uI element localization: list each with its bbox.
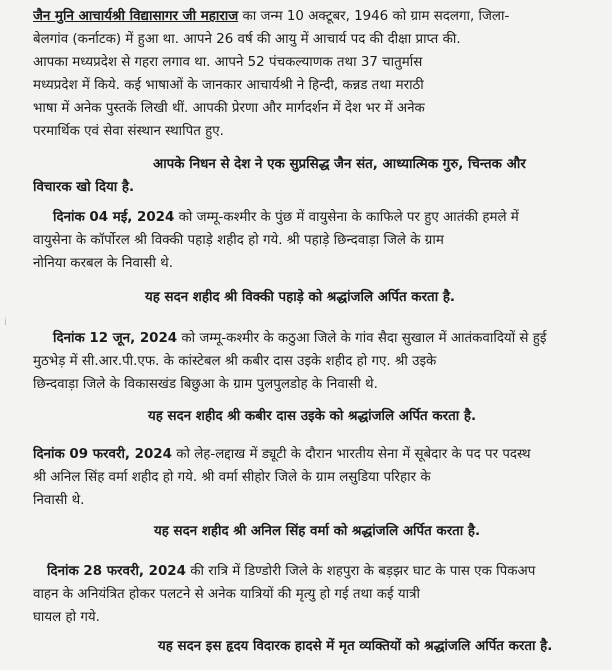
paragraph-line: वायुसेना के कॉर्पोरल श्री विक्की पहाड़े शहीद हो गये. श्री पहाड़े छिन्दवाड़ा जिले के ग्राम (33, 233, 444, 248)
paragraph-line: छिन्दवाड़ा जिले के विकासखंड बिछुआ के ग्राम पुलपुलडोह के निवासी थे. (33, 377, 378, 392)
paragraph-condolence (0, 153, 588, 199)
paragraph-line: वाहन के अनियंत्रित होकर पलटने से अनेक यात्रियों की मृत्यु हो गई तथा कई यात्री (33, 587, 420, 602)
paragraph-line: आपका मध्यप्रदेश से गहरा लगाव था. आपने 52 पंचकल्याणक तथा 37 चातुर्मास (33, 55, 423, 70)
paragraph-kabir-das-uike (0, 327, 588, 396)
paragraph-vicky-pahade (0, 206, 588, 275)
paragraph-line: दिनांक 12 जून, 2024 को जम्मू-कश्मीर के कठुआ जिले के गांव सैदा सुखाल में आतंकवादियों से हुई (53, 331, 547, 346)
paragraph-line: भाषा में अनेक पुस्तकें लिखी थीं. आपकी प्रेरणा और मार्गदर्शन में देश भर में अनेक (33, 101, 425, 116)
tribute-line: यह सदन इस हृदय विदारक हादसे में मृत व्यक्तियों को श्रद्धांजलि अर्पित करता है. (158, 639, 553, 654)
paragraph-line: परमार्थिक एवं सेवा संस्थान स्थापित हुए. (33, 124, 224, 139)
paragraph-line: मुठभेड़ में सी.आर.पी.एफ. के कांस्टेबल श्री कबीर दास उइके शहीद हो गए. श्री उइके (33, 354, 437, 369)
tribute-line: यह सदन शहीद श्री कबीर दास उइके को श्रद्धांजलि अर्पित करता है. (148, 409, 477, 424)
paragraph-acharya-vidyasagar (0, 5, 588, 143)
paragraph-line: विचारक खो दिया है. (33, 180, 135, 195)
paragraph-line: श्री अनिल सिंह वर्मा शहीद हो गये. श्री वर्मा सीहोर जिले के ग्राम लसुडिया परिहार के (33, 470, 431, 485)
paragraph-dindori-accident (0, 560, 588, 629)
paragraph-line: जैन मुनि आचार्यश्री विद्यासागर जी महाराज का जन्म 10 अक्टूबर, 1946 को ग्राम सदलगा, जिला- (33, 9, 510, 24)
date-label: दिनांक 12 जून, 2024 (53, 331, 178, 346)
date-label: दिनांक 28 फरवरी, 2024 (47, 564, 186, 579)
paragraph-line: नोनिया करबल के निवासी थे. (33, 256, 173, 271)
scan-speck-icon: ⅰ (4, 317, 7, 328)
paragraph-line: घायल हो गये. (33, 610, 100, 625)
paragraph-line: दिनांक 28 फरवरी, 2024 की रात्रि में डिण्डोरी जिले के शहपुरा के बड़झर घाट के पास एक पिकअप (47, 564, 536, 579)
paragraph-line: निवासी थे. (33, 493, 85, 508)
tribute-line: यह सदन शहीद श्री विक्की पहाड़े को श्रद्धांजलि अर्पित करता है. (145, 290, 456, 305)
paragraph-line: मध्यप्रदेश में किये. कई भाषाओं के जानकार आचार्यश्री ने हिन्दी, कन्नड तथा मराठी (33, 78, 424, 93)
paragraph-line: बेलगांव (कर्नाटक) में हुआ था. आपने 26 वर्ष की आयु में आचार्य पद की दीक्षा प्राप्त की. (33, 32, 461, 47)
paragraph-line: दिनांक 09 फरवरी, 2024 को लेह-लद्दाख में ड्यूटी के दौरान भारतीय सेना में सूबेदार के पद पर पदस्थ (33, 447, 531, 462)
date-label: दिनांक 09 फरवरी, 2024 (33, 447, 172, 462)
tribute-line: यह सदन शहीद श्री अनिल सिंह वर्मा को श्रद्धांजलि अर्पित करता है. (154, 524, 481, 539)
paragraph-anil-singh-verma (0, 443, 588, 512)
date-label: दिनांक 04 मई, 2024 (53, 210, 175, 225)
paragraph-line: दिनांक 04 मई, 2024 को जम्मू-कश्मीर के पुंछ में वायुसेना के काफिले पर हुए आतंकी हमले में (53, 210, 519, 225)
person-name: जैन मुनि आचार्यश्री विद्यासागर जी महाराज (33, 9, 239, 24)
paragraph-line: आपके निधन से देश ने एक सुप्रसिद्ध जैन संत, आध्यात्मिक गुरु, चिन्तक और (153, 157, 526, 172)
